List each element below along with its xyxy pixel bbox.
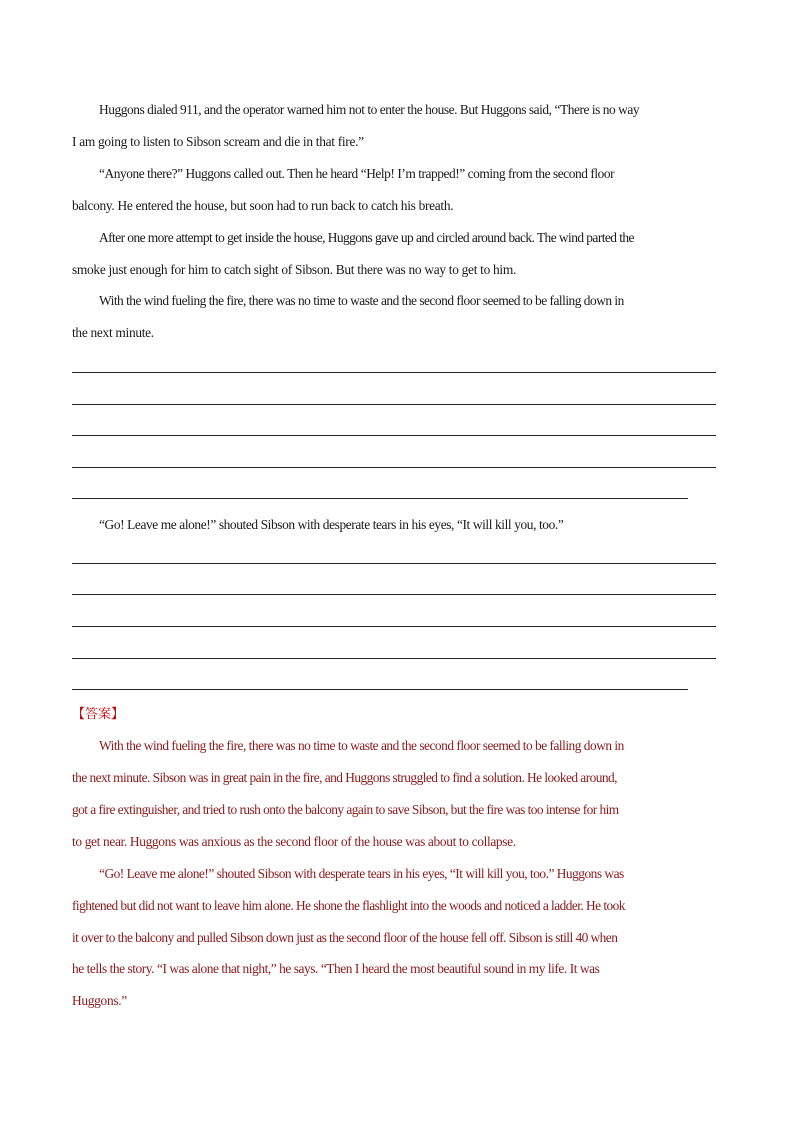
writing-line[interactable] <box>72 498 688 499</box>
writing-line[interactable] <box>72 435 716 436</box>
passage-line: the next minute. <box>72 325 154 340</box>
passage-line: balcony. He entered the house, but soon had to run back to catch his breath. <box>72 198 454 213</box>
paragraph2-opening: “Go! Leave me alone!” shouted Sibson with desperate tears in his eyes, “It will kill you, too.” <box>99 517 564 532</box>
answer-label: 【答案】 <box>72 707 125 722</box>
writing-line[interactable] <box>72 626 716 627</box>
passage-line: After one more attempt to get inside the house, Huggons gave up and circled around back. The wind parted the <box>99 230 634 245</box>
passage-line: With the wind fueling the fire, there was no time to waste and the second floor seemed to be falling down in <box>99 293 624 308</box>
writing-line[interactable] <box>72 404 716 405</box>
answer-line: to get near. Huggons was anxious as the second floor of the house was about to collapse. <box>72 834 516 849</box>
passage-line: Huggons dialed 911, and the operator warned him not to enter the house. But Huggons said, “There is no way <box>99 102 640 117</box>
writing-line[interactable] <box>72 563 716 564</box>
writing-line[interactable] <box>72 594 716 595</box>
answer-line: “Go! Leave me alone!” shouted Sibson with desperate tears in his eyes, “It will kill you, too.” Huggons was <box>99 866 624 881</box>
answer-line: With the wind fueling the fire, there was no time to waste and the second floor seemed to be falling down in <box>99 738 624 753</box>
answer-line: Huggons.” <box>72 993 127 1008</box>
answer-line: he tells the story. “I was alone that night,” he says. “Then I heard the most beautiful sound in my life. It was <box>72 961 600 976</box>
answer-line: fightened but did not want to leave him alone. He shone the flashlight into the woods and noticed a ladder. He took <box>72 898 625 913</box>
writing-line[interactable] <box>72 372 716 373</box>
writing-line[interactable] <box>72 689 688 690</box>
writing-line[interactable] <box>72 658 716 659</box>
answer-line: got a fire extinguisher, and tried to rush onto the balcony again to save Sibson, but the fire was too intense for him <box>72 802 619 817</box>
passage-line: “Anyone there?” Huggons called out. Then he heard “Help! I’m trapped!” coming from the second floor <box>99 166 615 181</box>
passage-line: I am going to listen to Sibson scream and die in that fire.” <box>72 134 364 149</box>
passage-line: smoke just enough for him to catch sight of Sibson. But there was no way to get to him. <box>72 262 517 277</box>
answer-line: the next minute. Sibson was in great pain in the fire, and Huggons struggled to find a solution. He looked around, <box>72 770 617 785</box>
answer-line: it over to the balcony and pulled Sibson down just as the second floor of the house fell off. Sibson is still 40 when <box>72 930 618 945</box>
writing-line[interactable] <box>72 467 716 468</box>
